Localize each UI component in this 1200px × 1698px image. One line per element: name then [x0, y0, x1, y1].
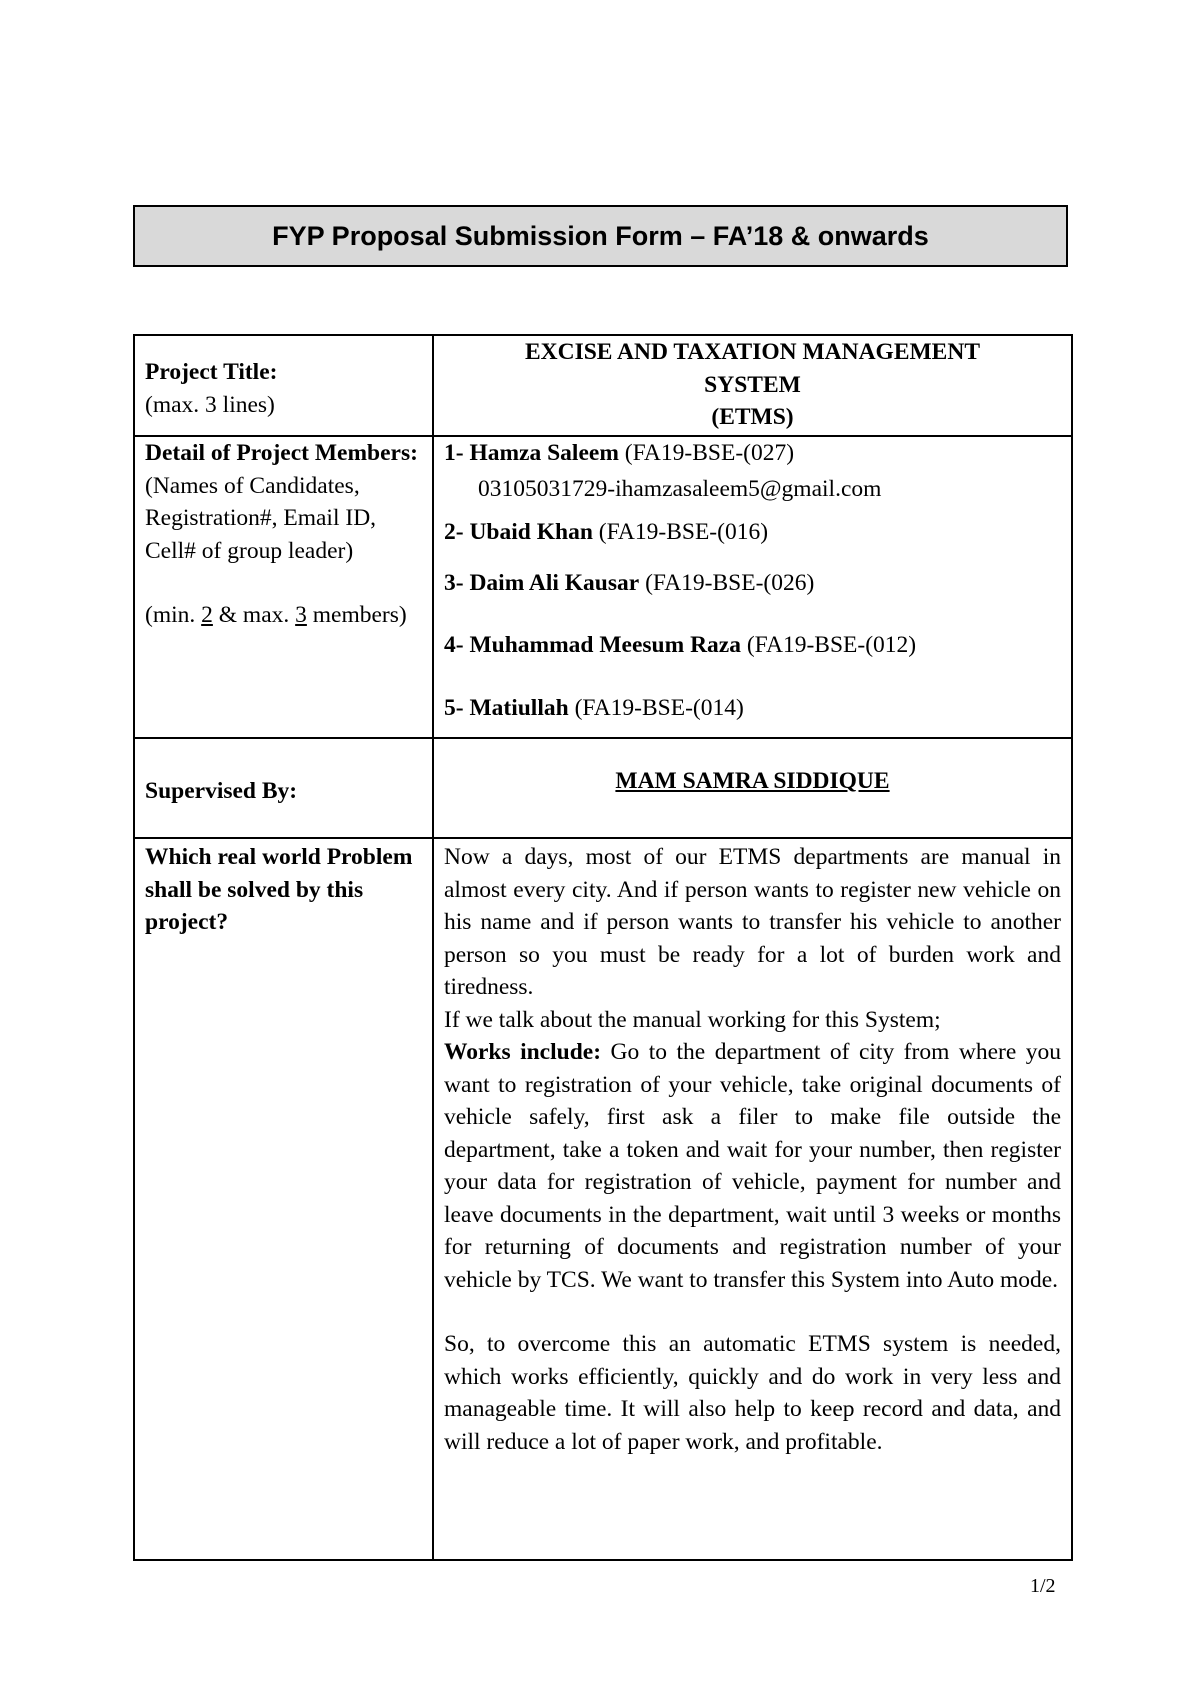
member-item: 3- Daim Ali Kausar (FA19-BSE-(026): [444, 569, 815, 596]
problem-paragraph-1: Now a days, most of our ETMS departments are manual in almost every city. And if person wants to register new vehicle on his name and if person wants to transfer his vehicle to another person so you must be ready for a lot of burden work and tiredness.: [444, 844, 1061, 1000]
problem-label-cell: [134, 838, 433, 1560]
member-item: 1- Hamza Saleem (FA19-BSE-(027): [444, 440, 795, 466]
problem-label: Which real world Problem shall be solved by this project?: [145, 844, 413, 935]
project-title-line1: EXCISE AND TAXATION MANAGEMENT: [524, 339, 981, 365]
proposal-table: [133, 334, 1073, 1561]
project-title-row: [134, 335, 1072, 436]
members-row: [134, 436, 1072, 738]
form-title: [133, 205, 1068, 267]
supervisor-row: [134, 738, 1072, 838]
supervisor-name: MAM SAMRA SIDDIQUE: [615, 768, 890, 794]
problem-paragraph-2: If we talk about the manual working for this System;: [444, 1006, 941, 1033]
problem-row: [134, 838, 1072, 1560]
project-title-line2: SYSTEM: [704, 371, 801, 398]
problem-text-cell: [433, 838, 1072, 1560]
project-title-hint: (max. 3 lines): [145, 391, 275, 418]
supervisor-label: Supervised By:: [145, 778, 298, 804]
project-title-line3: (ETMS): [711, 404, 794, 430]
member-item: 2- Ubaid Khan (FA19-BSE-(016): [444, 519, 769, 545]
members-count-hint: (min. 2 & max. 3 members): [145, 602, 407, 628]
project-title-value-cell: [433, 335, 1072, 436]
project-title-label-cell: [134, 335, 433, 436]
member-contact: 03105031729-ihamzasaleem5@gmail.com: [478, 475, 882, 502]
member-item: 5- Matiullah (FA19-BSE-(014): [444, 694, 744, 721]
members-label-cell: [134, 436, 433, 738]
members-hint: (Names of Candidates, Registration#, Email ID, Cell# of group leader): [145, 472, 377, 564]
members-label: Detail of Project Members:: [145, 440, 418, 466]
problem-paragraph-4: So, to overcome this an automatic ETMS system is needed, which works efficiently, quickly and do work in very less and manageable time. It will also help to keep record and data, and will reduce a lot of paper work, and profitable.: [444, 1331, 1061, 1455]
supervisor-value-cell: [433, 738, 1072, 838]
project-title-label: Project Title:: [145, 359, 278, 385]
problem-paragraph-3: Works include: Go to the department of city from where you want to registration of your vehicle, take original documents of vehicle safely, first ask a filer to make file outside the department, take a token and wait for your number, then register your data for registration of vehicle, payment for number and leave documents in the department, wait until 3 weeks or months for returning of documents and registration number of your vehicle by TCS. We want to transfer this System into Auto mode.: [444, 1039, 1061, 1293]
members-list-cell: [433, 436, 1072, 738]
member-item: 4- Muhammad Meesum Raza (FA19-BSE-(012): [444, 632, 917, 658]
supervisor-label-cell: [134, 738, 433, 838]
page-number: 1/2: [1030, 1575, 1056, 1597]
form-title-text: FYP Proposal Submission Form – FA’18 & onwards: [272, 220, 929, 251]
